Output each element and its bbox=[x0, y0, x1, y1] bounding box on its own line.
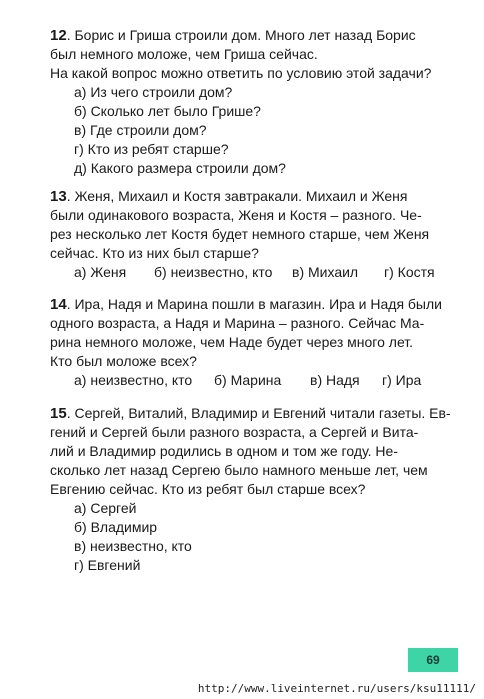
problem-13-line-2: были одинакового возраста, Женя и Костя – разного. Че- bbox=[50, 207, 422, 223]
problem-15 bbox=[50, 404, 450, 575]
problem-15-line-1: 15. Сергей, Виталий, Владимир и Евгений читали газеты. Ев- bbox=[50, 405, 451, 422]
problem-14-line-4: Кто был моложе всех? bbox=[50, 353, 197, 369]
answer-option: в) Михаил bbox=[292, 264, 359, 280]
problem-13-line-3: рез несколько лет Костя будет немного старше, чем Женя bbox=[50, 226, 430, 242]
problem-14-line-2: одного возраста, а Надя и Марина – разного. Сейчас Ма- bbox=[50, 315, 425, 331]
problem-15-line-4: сколько лет назад Сергею было намного меньше лет, чем bbox=[50, 462, 428, 478]
problem-14 bbox=[50, 295, 450, 390]
answer-option: б) неизвестно, кто bbox=[154, 264, 273, 280]
answer-option: б) Владимир bbox=[74, 519, 158, 535]
problem-number: 15 bbox=[50, 405, 67, 422]
problem-12-line-1: 12. Борис и Гриша строили дом. Много лет назад Борис bbox=[50, 27, 416, 44]
answer-option: в) Надя bbox=[310, 372, 360, 388]
answer-option: г) Кто из ребят старше? bbox=[74, 141, 229, 157]
answer-option: в) неизвестно, кто bbox=[74, 538, 192, 554]
problem-15-line-2: гений и Сергей были разного возраста, а Сергей и Вита- bbox=[50, 424, 419, 440]
answer-option: г) Евгений bbox=[74, 557, 141, 573]
answer-option: а) Из чего строили дом? bbox=[74, 84, 233, 100]
problem-number: 12 bbox=[50, 27, 67, 44]
answer-option: в) Где строили дом? bbox=[74, 122, 207, 138]
answer-options-row bbox=[50, 371, 450, 390]
answer-option: г) Ира bbox=[382, 372, 422, 388]
problem-13-line-4: сейчас. Кто из них был старше? bbox=[50, 245, 259, 261]
problem-number: 13 bbox=[50, 188, 67, 205]
problem-13-line-1: 13. Женя, Михаил и Костя завтракали. Михаил и Женя bbox=[50, 188, 408, 205]
answer-option: г) Костя bbox=[384, 264, 435, 280]
problem-13 bbox=[50, 187, 450, 282]
problem-12 bbox=[50, 26, 450, 178]
answer-option: а) Женя bbox=[74, 264, 127, 280]
problem-12-line-3: На какой вопрос можно ответить по условию этой задачи? bbox=[50, 65, 432, 81]
problem-15-line-3: лий и Владимир родились в одном и том же году. Не- bbox=[50, 443, 398, 459]
source-url[interactable]: http://www.liveinternet.ru/users/ksu11111/ bbox=[197, 682, 476, 695]
problem-number: 14 bbox=[50, 296, 67, 313]
answer-option: а) Сергей bbox=[74, 500, 137, 516]
page-number-badge: 69 bbox=[408, 648, 458, 672]
problem-12-line-2: был немного моложе, чем Гриша сейчас. bbox=[50, 46, 318, 62]
problem-14-line-3: рина немного моложе, чем Наде будет через много лет. bbox=[50, 334, 414, 350]
answer-option: а) неизвестно, кто bbox=[74, 372, 193, 388]
answer-options-row bbox=[50, 263, 450, 282]
problem-14-line-1: 14. Ира, Надя и Марина пошли в магазин. Ира и Надя были bbox=[50, 296, 442, 313]
answer-option: б) Марина bbox=[214, 372, 282, 388]
answer-option: д) Какого размера строили дом? bbox=[74, 160, 286, 176]
answer-option: б) Сколько лет было Грише? bbox=[74, 103, 261, 119]
problem-15-line-5: Евгению сейчас. Кто из ребят был старше всех? bbox=[50, 481, 366, 497]
